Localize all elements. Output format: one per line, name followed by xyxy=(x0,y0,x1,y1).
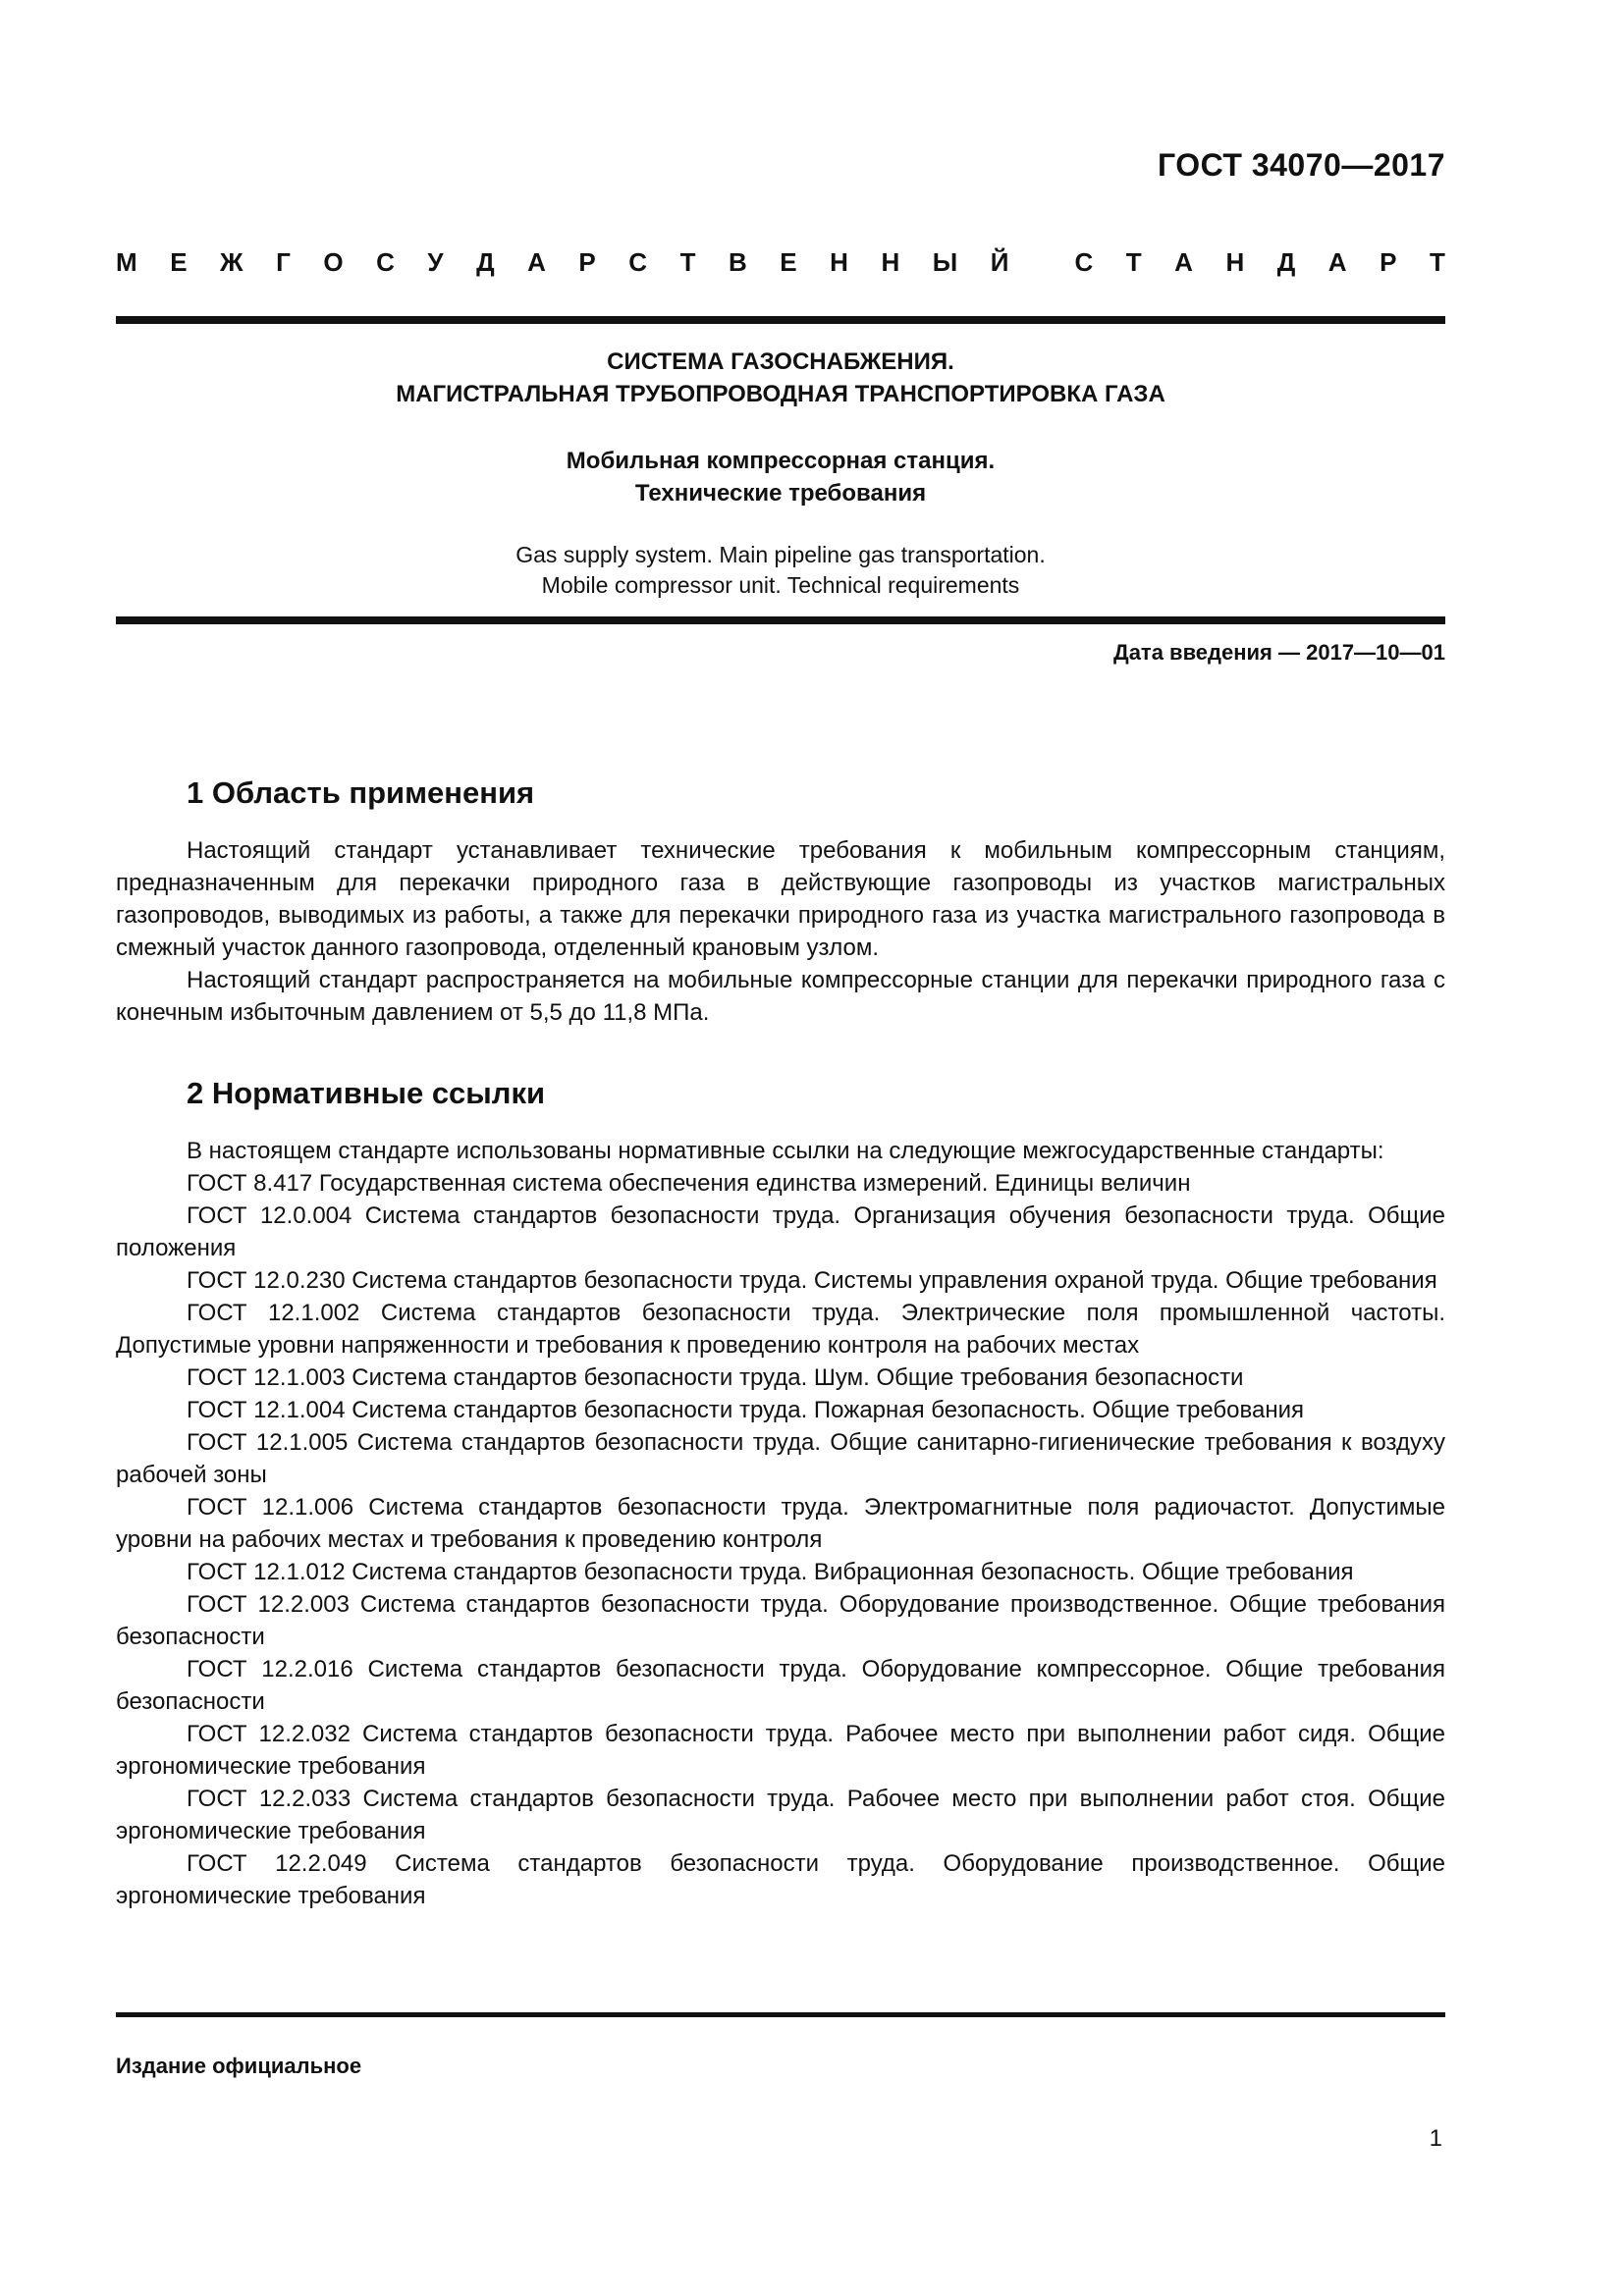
banner-letter: Е xyxy=(780,247,797,277)
banner-letter: Р xyxy=(578,247,596,277)
banner-letter: Т xyxy=(1125,247,1142,277)
footer-divider xyxy=(116,2012,1445,2017)
mobile-title xyxy=(116,445,1445,509)
section-1-heading: 1 Область применения xyxy=(187,775,535,810)
banner-letter: М xyxy=(116,247,137,277)
reference-item: ГОСТ 12.1.003 Система стандартов безопасности труда. Шум. Общие требования безопасности xyxy=(187,1364,1244,1391)
reference-item: ГОСТ 8.417 Государственная система обеспечения единства измерений. Единицы величин xyxy=(187,1170,1191,1197)
banner-letter: С xyxy=(628,247,648,277)
banner-letter: Ы xyxy=(932,247,958,277)
banner-letter: Ж xyxy=(220,247,244,277)
english-title-line: Mobile compressor unit. Technical requirements xyxy=(541,572,1020,598)
section-1-body xyxy=(116,834,1445,1029)
section-2-body xyxy=(116,1135,1445,1912)
gost-number: ГОСТ 34070—2017 xyxy=(1157,147,1445,183)
reference-item: ГОСТ 12.0.004 Система стандартов безопасности труда. Организация обучения безопасности труда. Общие положения xyxy=(116,1202,1445,1261)
banner-letter: С xyxy=(1074,247,1094,277)
paragraph: Настоящий стандарт распространяется на мобильные компрессорные станции для перекачки природного газа с конечным избыточным давлением от 5,5 до 11,8 МПа. xyxy=(116,967,1445,1026)
reference-item: ГОСТ 12.1.002 Система стандартов безопасности труда. Электрические поля промышленной частоты. Допустимые уровни напряженности и требования к проведению контроля на рабочих местах xyxy=(116,1300,1445,1359)
banner-letter: Р xyxy=(1380,247,1397,277)
english-title-line: Gas supply system. Main pipeline gas transportation. xyxy=(515,542,1046,567)
reference-item: ГОСТ 12.2.032 Система стандартов безопасности труда. Рабочее место при выполнении работ сидя. Общие эргономические требования xyxy=(116,1721,1445,1780)
reference-item: ГОСТ 12.2.003 Система стандартов безопасности труда. Оборудование производственное. Общие требования безопасности xyxy=(116,1591,1445,1650)
banner-letter: А xyxy=(527,247,546,277)
banner-letter: Й xyxy=(990,247,1009,277)
system-title-line: СИСТЕМА ГАЗОСНАБЖЕНИЯ. xyxy=(607,348,954,375)
introduction-date: Дата введения — 2017—10—01 xyxy=(1113,640,1445,665)
banner-letter: Т xyxy=(679,247,696,277)
banner-letter: С xyxy=(376,247,395,277)
paragraph: Настоящий стандарт устанавливает технические требования к мобильным компрессорным станциям, предназначенным для перекачки природного газа в действующие газопроводы из участков магистральных газопроводов, выводимых из работы, а также для перекачки природного газа из участка магистрального газопровода в смежный участок данного газопровода, отделенный крановым узлом. xyxy=(116,837,1445,961)
banner-letter: Н xyxy=(881,247,900,277)
title-divider xyxy=(116,616,1445,624)
interstate-standard-banner xyxy=(116,247,1445,278)
banner-letter: Д xyxy=(1276,247,1296,277)
banner-letter: Е xyxy=(170,247,188,277)
reference-item: ГОСТ 12.2.049 Система стандартов безопасности труда. Оборудование производственное. Общие эргономические требования xyxy=(116,1850,1445,1909)
system-title-line: МАГИСТРАЛЬНАЯ ТРУБОПРОВОДНАЯ ТРАНСПОРТИРОВКА ГАЗА xyxy=(396,381,1165,407)
reference-item: ГОСТ 12.1.012 Система стандартов безопасности труда. Вибрационная безопасность. Общие требования xyxy=(187,1559,1354,1585)
mobile-title-line: Мобильная компрессорная станция. xyxy=(566,448,996,474)
banner-letter: Т xyxy=(1429,247,1445,277)
official-edition-label: Издание официальное xyxy=(116,2054,362,2078)
reference-item: ГОСТ 12.2.033 Система стандартов безопасности труда. Рабочее место при выполнении работ стоя. Общие эргономические требования xyxy=(116,1786,1445,1844)
banner-letter: А xyxy=(1174,247,1193,277)
banner-letter: В xyxy=(728,247,747,277)
page-number: 1 xyxy=(1429,2125,1442,2152)
reference-item: ГОСТ 12.1.006 Система стандартов безопасности труда. Электромагнитные поля радиочастот. Допустимые уровни на рабочих местах и требования к проведению контроля xyxy=(116,1494,1445,1553)
banner-letter: А xyxy=(1327,247,1347,277)
mobile-title-line: Технические требования xyxy=(634,480,927,507)
banner-letter: Г xyxy=(276,247,291,277)
banner-letter: У xyxy=(427,247,444,277)
banner-letter: Н xyxy=(830,247,848,277)
banner-letter: О xyxy=(323,247,344,277)
top-divider xyxy=(116,316,1445,324)
reference-item: ГОСТ 12.0.230 Система стандартов безопасности труда. Системы управления охраной труда. Общие требования xyxy=(187,1267,1437,1294)
reference-item: ГОСТ 12.1.004 Система стандартов безопасности труда. Пожарная безопасность. Общие требования xyxy=(187,1397,1305,1423)
banner-letter: Н xyxy=(1225,247,1245,277)
reference-item: ГОСТ 12.1.005 Система стандартов безопасности труда. Общие санитарно-гигиенические требования к воздуху рабочей зоны xyxy=(116,1429,1445,1488)
reference-item: ГОСТ 12.2.016 Система стандартов безопасности труда. Оборудование компрессорное. Общие требования безопасности xyxy=(116,1656,1445,1715)
system-title xyxy=(116,346,1445,410)
section-2-heading: 2 Нормативные ссылки xyxy=(187,1076,546,1110)
english-title xyxy=(116,540,1445,601)
paragraph: В настоящем стандарте использованы нормативные ссылки на следующие межгосударственные стандарты: xyxy=(187,1138,1384,1164)
banner-letter: Д xyxy=(476,247,495,277)
